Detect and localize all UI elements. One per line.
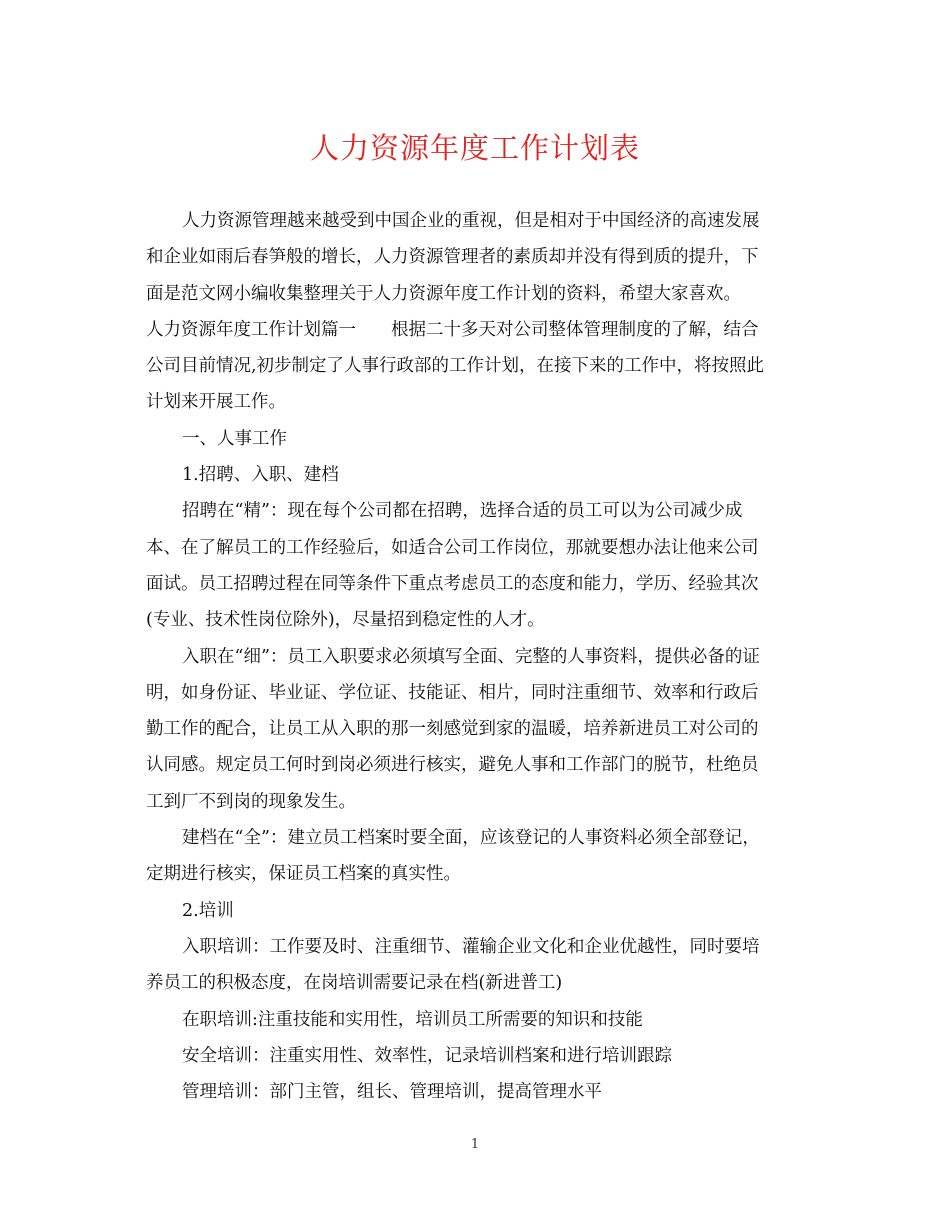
line-text: 公司目前情况,初步制定了人事行政部的工作计划，在接下来的工作中，将按照此 (146, 356, 765, 377)
text-line (146, 203, 810, 239)
line-text: 招聘在“精”：现在每个公司都在招聘，选择合适的员工可以为公司减少成 (182, 501, 743, 522)
text-line (146, 1002, 810, 1038)
line-text: 2.培训 (182, 900, 234, 921)
text-line (146, 784, 810, 820)
line-text: 面是范文网小编收集整理关于人力资源年度工作计划的资料，希望大家喜欢。 (146, 283, 741, 304)
text-line (146, 348, 810, 384)
line-text: 管理培训：部门主管，组长、管理培训，提高管理水平 (182, 1082, 602, 1103)
text-line (146, 312, 810, 348)
line-text: (专业、技术性岗位除外)，尽量招到稳定性的人才。 (146, 610, 545, 631)
text-line (146, 820, 810, 856)
line-text: 面试。员工招聘过程在同等条件下重点考虑员工的态度和能力，学历、经验其次 (146, 573, 759, 594)
line-text: 入职培训：工作要及时、注重细节、灌输企业文化和企业优越性，同时要培 (182, 936, 760, 957)
document-title: 人力资源年度工作计划表 (309, 131, 640, 165)
line-text: 人力资源管理越来越受到中国企业的重视，但是相对于中国经济的高速发展 (182, 211, 760, 231)
line-text: 在职培训:注重技能和实用性，培训员工所需要的知识和技能 (182, 1009, 643, 1030)
text-line (146, 1038, 810, 1074)
text-line (146, 602, 810, 638)
text-line (146, 384, 810, 420)
text-line (146, 747, 810, 783)
text-line (146, 893, 810, 929)
line-text: 人力资源年度工作计划篇一 根据二十多天对公司整体管理制度的了解，结合 (146, 319, 759, 340)
line-text: 定期进行核实，保证员工档案的真实性。 (146, 864, 461, 885)
line-text: 明，如身份证、毕业证、学位证、技能证、相片，同时注重细节、效率和行政后 (146, 682, 759, 703)
line-text: 一、人事工作 (182, 428, 287, 449)
line-text: 入职在“细”：员工入职要求必须填写全面、完整的人事资料，提供必备的证 (182, 646, 760, 667)
line-text: 安全培训：注重实用性、效率性，记录培训档案和进行培训跟踪 (182, 1045, 672, 1066)
text-line (146, 929, 810, 965)
page-number: 1 (470, 1137, 480, 1152)
line-text: 计划来开展工作。 (146, 392, 286, 413)
text-line (146, 493, 810, 529)
line-text: 建档在“全”：建立员工档案时要全面，应该登记的人事资料必须全部登记， (182, 828, 760, 849)
text-line (146, 1074, 810, 1110)
line-text: 1.招聘、入职、建档 (182, 465, 339, 486)
line-text: 工到厂不到岗的现象发生。 (146, 791, 356, 812)
text-line (146, 675, 810, 711)
text-line (146, 566, 810, 602)
text-line (146, 239, 810, 275)
text-line (146, 965, 810, 1001)
text-line (146, 711, 810, 747)
text-line (146, 421, 810, 457)
line-text: 认同感。规定员工何时到岗必须进行核实，避免人事和工作部门的脱节，杜绝员 (146, 755, 759, 776)
document-body (146, 203, 810, 1110)
text-line (146, 530, 810, 566)
line-text: 本、在了解员工的工作经验后，如适合公司工作岗位，那就要想办法让他来公司 (146, 537, 759, 558)
line-text: 和企业如雨后春笋般的增长，人力资源管理者的素质却并没有得到质的提升，下 (146, 247, 759, 268)
line-text: 养员工的积极态度，在岗培训需要记录在档(新进普工) (146, 973, 563, 994)
line-text: 勤工作的配合，让员工从入职的那一刻感觉到家的温暖，培养新进员工对公司的 (146, 719, 759, 740)
text-line (146, 457, 810, 493)
text-line (146, 276, 810, 312)
text-line (146, 856, 810, 892)
text-line (146, 639, 810, 675)
